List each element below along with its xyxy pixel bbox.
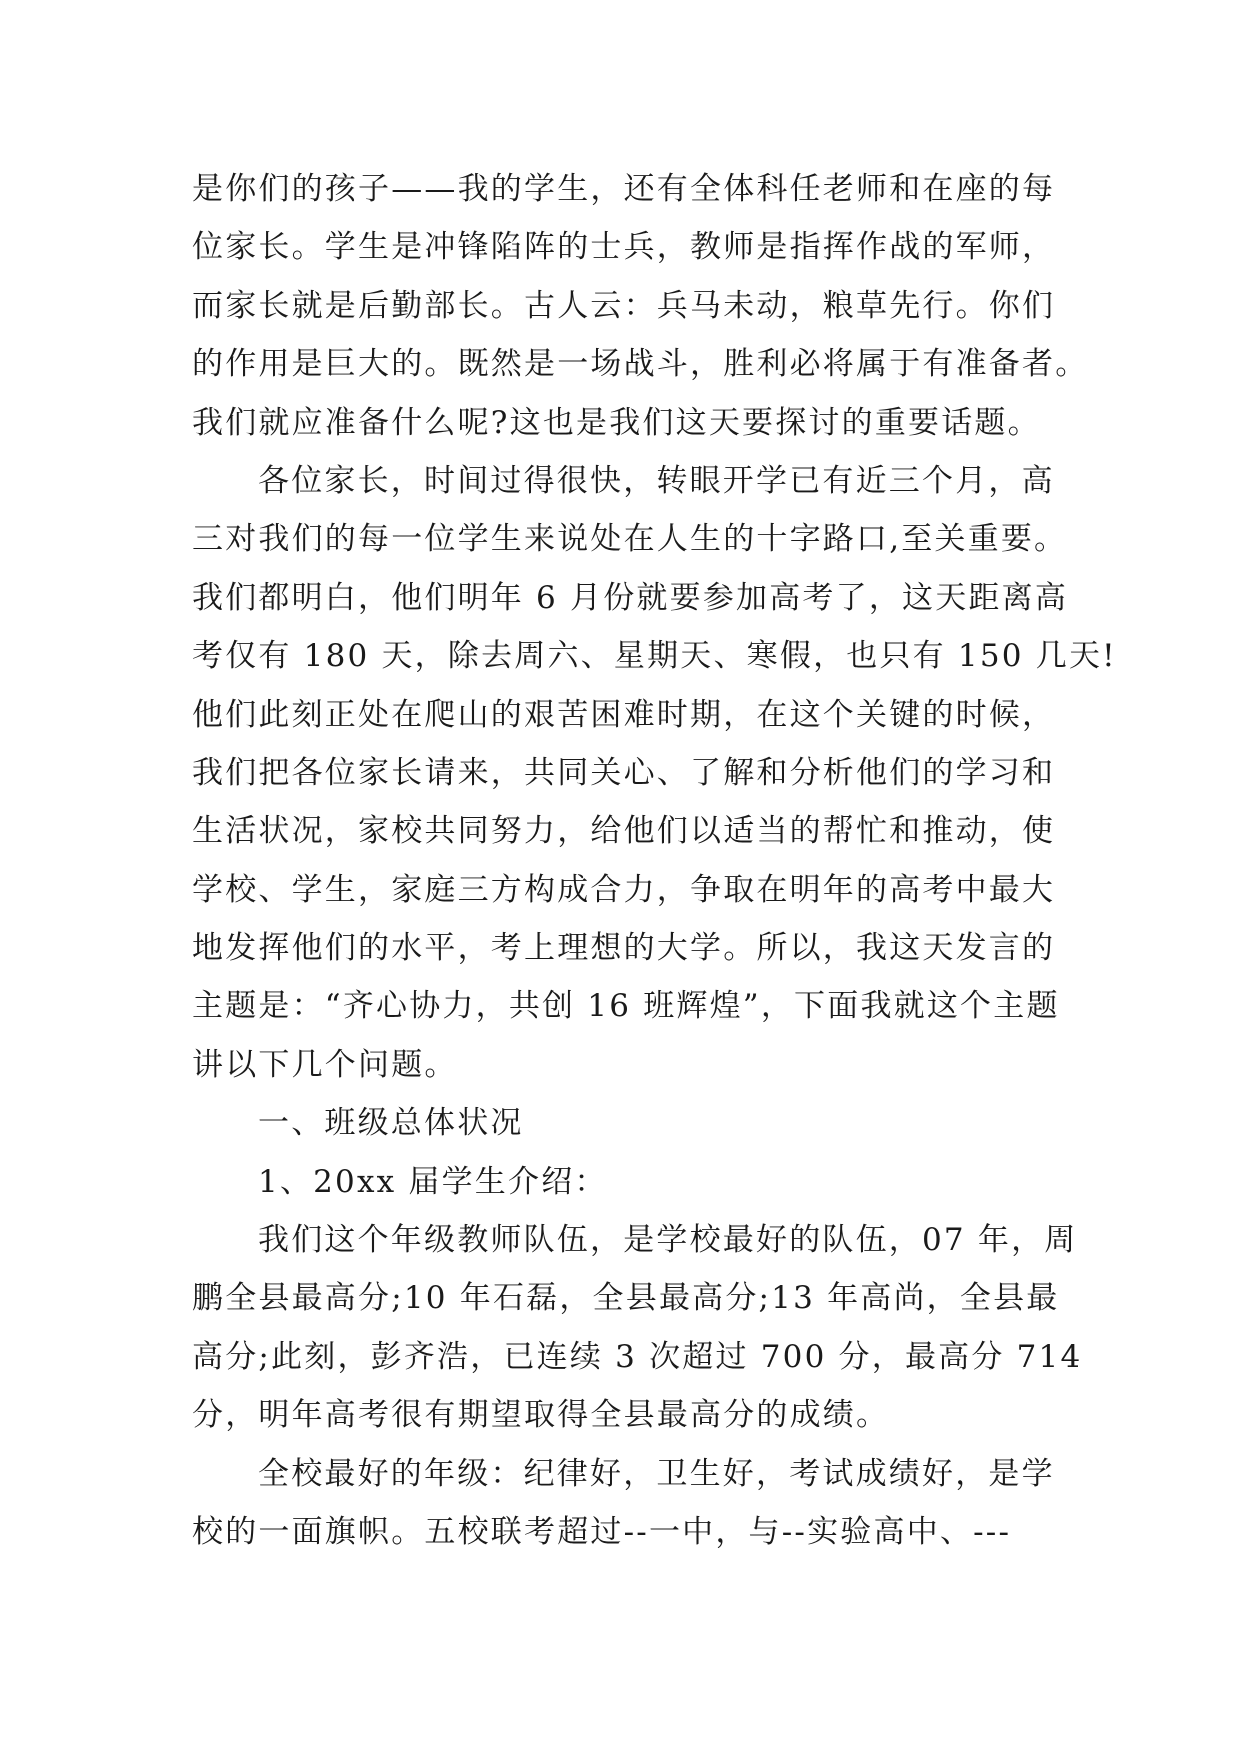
- text-line: 三对我们的每一位学生来说处在人生的十字路口,至关重要。: [192, 521, 1068, 558]
- text-line: 我们把各位家长请来，共同关心、了解和分析他们的学习和: [192, 754, 1056, 791]
- text-line: 我们这个年级教师队伍，是学校最好的队伍，07 年，周: [258, 1222, 1078, 1259]
- text-line: 是你们的孩子——我的学生，还有全体科任老师和在座的每: [192, 171, 1056, 207]
- text-line: 位家长。学生是冲锋陷阵的士兵，教师是指挥作战的军师，: [192, 229, 1056, 266]
- text-line: 各位家长，时间过得很快，转眼开学已有近三个月，高: [258, 462, 1055, 499]
- text-line: 主题是：“齐心协力，共创 16 班辉煌”，下面我就这个主题: [192, 988, 1060, 1025]
- text-line: 生活状况，家校共同努力，给他们以适当的帮忙和推动，使: [192, 813, 1056, 850]
- text-line: 高分;此刻，彭齐浩，已连续 3 次超过 700 分，最高分 714: [192, 1338, 1083, 1375]
- section-heading: 一、班级总体状况: [258, 1105, 524, 1142]
- text-line: 学校、学生，家庭三方构成合力，争取在明年的高考中最大: [192, 871, 1056, 908]
- text-line: 地发挥他们的水平，考上理想的大学。所以，我这天发言的: [192, 930, 1056, 967]
- text-line: 分，明年高考很有期望取得全县最高分的成绩。: [192, 1397, 890, 1434]
- text-line: 而家长就是后勤部长。古人云：兵马未动，粮草先行。你们: [192, 287, 1056, 324]
- document-body: [192, 160, 1117, 1561]
- text-line: 全校最好的年级：纪律好，卫生好，考试成绩好，是学: [258, 1455, 1055, 1492]
- text-line: 考仅有 180 天，除去周六、星期天、寒假，也只有 150 几天!: [192, 638, 1117, 675]
- text-line: 我们都明白，他们明年 6 月份就要参加高考了，这天距离高: [192, 579, 1069, 616]
- text-line: 他们此刻正处在爬山的艰苦困难时期，在这个关键的时候，: [192, 696, 1056, 733]
- subsection-heading: 1、20xx 届学生介绍：: [258, 1163, 608, 1200]
- text-line: 校的一面旗帜。五校联考超过--一中，与--实验高中、---: [192, 1513, 1012, 1550]
- text-line: 鹏全县最高分;10 年石磊，全县最高分;13 年高尚，全县最: [192, 1280, 1060, 1317]
- text-line: 我们就应准备什么呢?这也是我们这天要探讨的重要话题。: [192, 404, 1041, 441]
- text-line: 的作用是巨大的。既然是一场战斗，胜利必将属于有准备者。: [192, 346, 1089, 383]
- text-line: 讲以下几个问题。: [192, 1046, 458, 1083]
